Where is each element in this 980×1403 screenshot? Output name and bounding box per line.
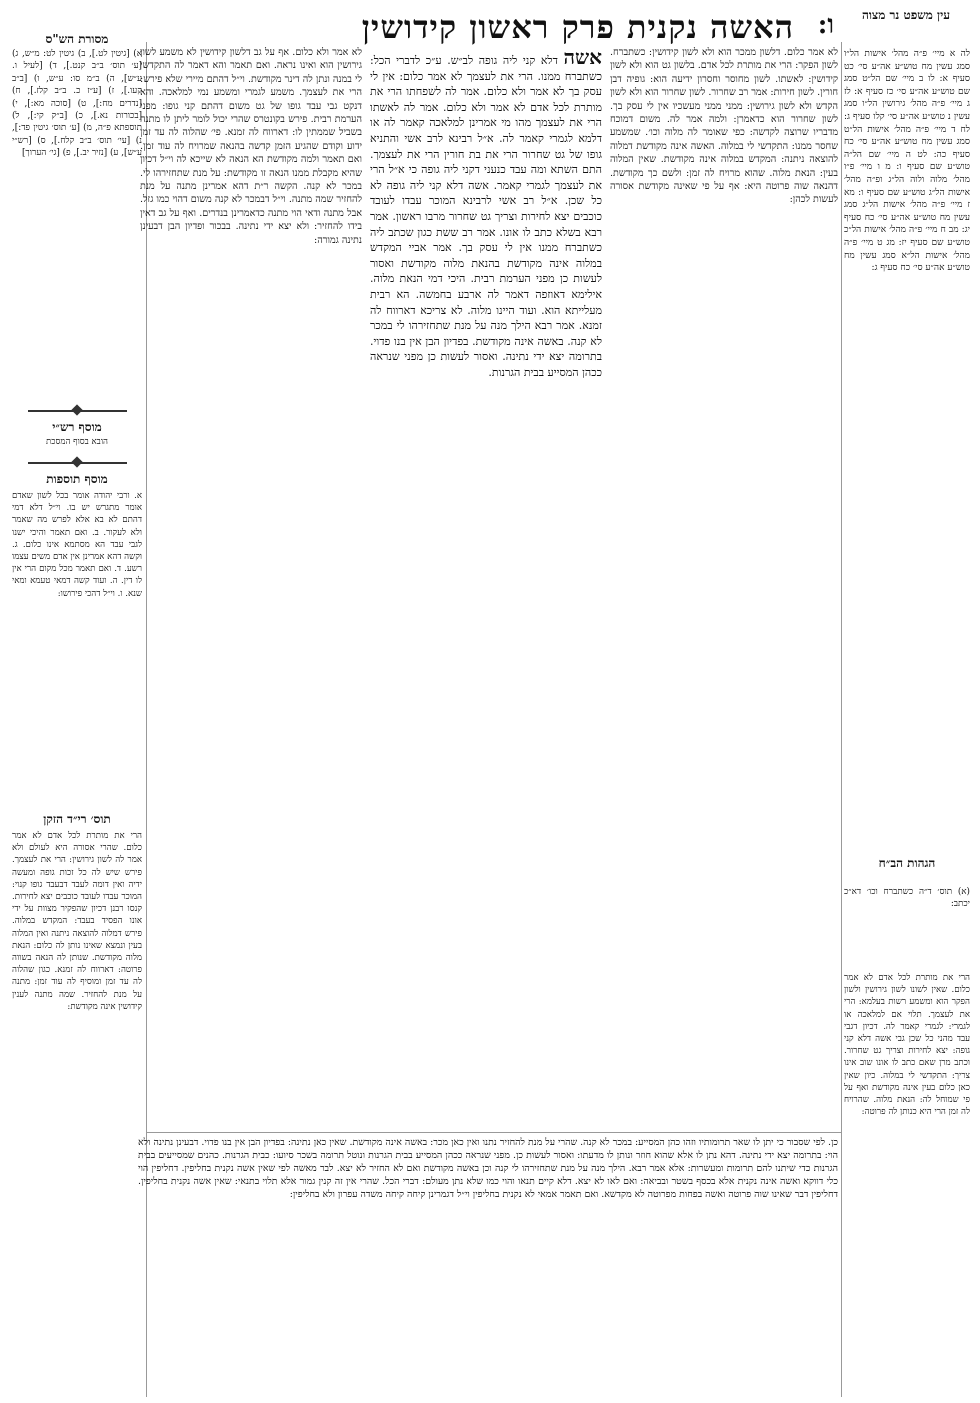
ein-mishpat-column: [844, 48, 970, 848]
talmud-page: [6, 6, 974, 1397]
gemara-column: [370, 46, 602, 674]
ornament-divider: [22, 406, 132, 416]
musaf-tosafot-title: מוסף תוספות: [46, 472, 108, 486]
musaf-rashi-title: מוסף רש״י: [52, 420, 102, 434]
rashi-column: [610, 46, 838, 1132]
rid-text: הרי את מותרת לכל אדם לא אמר כלום. שהרי אסורה היא לעולם ולא אמר לה לשון גירושין: הרי את לעצמך. פירש שיש לה כל זכות גופה ומעשה ידיה ואין דומה לעבד דבעבד גופו קנוי: המוכר עבדו לעובד כוכבים יצא לחירות. קנסו רבנן דכיון שהפקיר מצוות על ידי אונו הפסיד בעבד: המקדש במלוה. פירש דמלוה להוצאה ניתנה ואין המלוה בעין ונמצא שאינו נותן לה כלום: הנאת מלוה מקודשת. שנותן לה הנאה בשווה פרוטה: דארווח לה זמנא. כגון שהלוה לה עד זמן ומוסיף לה עוד זמן: מתנה על מנת להחזיר. שמה מתנה לענין קידושין אינה מקודשת:: [12, 831, 142, 1012]
musaf-tosafot-text: א. ורבי יהודה אומר בכל לשון שאדם אומר מתגרש יש בו. וי״ל דלא דמי דהתם לא בא אלא לפרש מה שאמר ולא לעקור. ב. ואם תאמר והיכי ישנו לגבי עבד הא מסתמא אינו כלום. ג. וקשה דהא אמרינן אין אדם משים עצמו רשע. ד. ואם תאמר מכל מקום הרי אין לו דין. ה. ועוד קשה דמאי טעמא ומאי שנא. ו. וי״ל דהכי פירושו:: [12, 491, 142, 599]
ein-mishpat-label: עין משפט נר מצוה: [861, 8, 951, 22]
gemara-text: דלא קני ליה גופה לב״ש. ע״כ לדברי הכל: כשתברח ממנו. הרי את לעצמך לא אמר כלום: אין לי עסק בך לא אמר ולא כלום. אמר לה לשפחתו הרי את מותרת לכל אדם לא אמר ולא כלום. אמר לה לאשתו הרי את לעצמך מהו מי אמרינן למלאכה קאמר לה או דלמא לגמרי קאמר לה. א״ל רבינא לרב אשי והתניא גופו של גט שחרור הרי את בת חורין הרי את לעצמך. התם השתא ומה עבד כנעני דקני ליה גופה כי א״ל הרי את לעצמך לגמרי קאמר. אשה דלא קני ליה גופה לא כל שכן. א״ל רב אשי לרבינא המוכר עבדו לעובד כוכבים יצא לחירות וצריך גט שחרור מרבו ראשון. אמר רבא בשלא כתב לו אונו. אמר רב ששת כגון שכתב ליה כשתברח ממנו אין לי עסק בך. אמר אביי המקדש במלוה אינה מקודשת בהנאת מלוה מקודשת ואסור לעשות כן מפני הערמת רבית. היכי דמי הנאת מלוה. אילימא דאוזפה דאמר לה ארבע בחמשה. הא רבית מעלייתא הוא. ועוד היינו מלוה. לא צריכא דארווח לה זמנא. אמר רבא הילך מנה על מנת שתחזירהו לי במכר לא קנה. באשה אינה מקודשת. בפדיון הבן אין בנו פדוי. בתרומה יצא ידי נתינה. ואסור לעשות כן מפני שנראה ככהן המסייע בבית הגרנות.: [370, 54, 602, 379]
ornament-divider: [22, 458, 132, 468]
ein-mishpat-text: לה א מיי׳ פ״ה מהל׳ אישות הל״ו סמג עשין מח טוש״ע אה״ע סי׳ כט סעיף א: לו ב מיי׳ שם הל״ט סמג שם טוש״ע אה״ע סי׳ כז סעיף א: לז ג מיי׳ פ״ה מהל׳ גירושין הל״ו סמג עשין נ טוש״ע אה״ע סי׳ קלו סעיף ג: לח ד מיי׳ פ״ה מהל׳ אישות הל״ט סמג עשין מח טוש״ע אה״ע סי׳ כח סעיף כה: לט ה מיי׳ שם הל״ה טוש״ע שם סעיף ו: מ ו מיי׳ פ״ו מהל׳ מלוה ולוה הל״ג ופ״ה מהל׳ אישות הל״ג טוש״ע שם סעיף ו: מא ז מיי׳ פ״ה מהל׳ אישות הל״ג סמג עשין מח טוש״ע אה״ע סי׳ כח סעיף יג: מב ח מיי׳ פ״ה מהל׳ אישות הל״כ טוש״ע שם סעיף יז: מג ט מיי׳ פ״ה מהל׳ אישות הל״א סמג עשין מח טוש״ע אה״ע סי׳ כח סעיף ג:: [844, 49, 970, 274]
column-divider: [841, 42, 842, 1397]
bottom-commentary: [138, 1136, 838, 1398]
section-divider: [146, 1132, 842, 1133]
hagahot-text: (א) תוס׳ ד״ה כשתברח וכו׳ דא״כ יכתב:: [844, 887, 970, 909]
musaf-rashi-subtitle: הובא בסוף המסכת: [46, 437, 108, 447]
mesoret-column: [12, 48, 142, 398]
rid-column: [12, 830, 142, 1403]
rid-right-text: הרי את מותרת לכל אדם לא אמר כלום. שאין לשונו לשון גירושין ולשון הפקר הוא ומשמע רשות בעלמא: הרי את לעצמך. תלוי אם למלאכה או לגמרי: לגמרי קאמר לה. דכיון דגבי עבד מהני כל שכן גבי אשה דלא קני גופה: יצא לחירות וצריך גט שחרור. וכתב מרן שאם כתב לו אונו שוב אינו צריך: התקדשי לי במלוה. כיון שאין כאן כלום בעין אינה מקודשת ואף על פי שמוחל לה: הנאת מלוה. שהרויח לה זמן הרי היא כנותן לה פרוטה:: [844, 973, 970, 1118]
gemara-opening-word: אשה: [563, 46, 602, 69]
rid-title: תוס׳ רי״ד הזקן: [43, 812, 111, 826]
musaf-tosafot-column: [12, 490, 142, 808]
hagahot-title: הגהות הב״ח: [878, 856, 936, 870]
hagahot-column: [844, 886, 970, 966]
mesoret-text: א) [גיטין לט.], ב) גיטין לט: מ״ש, ג) [ע׳ תוס׳ ב״ב קנט.], ד) [לעיל ו. ע״ש], ה) ב״מ סו: ע״ש, ו) [ב״ב קעו.], ז) [ע״ז כ. ב״ב קלז.], ח) [נדרים מח:], ט) [סוכה מא:], י) [בכורות נא.], כ) [ב״ק קי:], ל) תוספתא פ״ה, מ) [ע׳ תוס׳ גיטין פד:], נ) [עי׳ תוס׳ ב״ב קלח.], ס) [רש״י ע״ש], ע) [נזיר יב.], פ) [גי׳ הערוך]: [12, 49, 142, 159]
rashi-text: לא אמר כלום. דלשון ממכר הוא ולא לשון קידושין: כשתברח. לשון הפקר: הרי את מותרת לכל אדם. בלשון גט הוא ולא לשון קידושין: לאשתו. לשון מחוסר וחסרון ידיעה הוא: גופיה דבן חורין. לשון חירות: אמר רב שחרור. לשון שחרור הוא ולא לשון הקדש ולא לשון גירושין: ממני ממני מעשכיו אין לי עסק בך. לשון שחרור הוא כדאמרן: ולמה אמר לה. משום דמוכח מדבריו שרוצה לקדשה: כפי שאומר לה מלוה וכו׳. שמשמע שחסר ממנו: התקדשי לי במלוה. האשה אינה מקודשת דמלוה להוצאה ניתנה: המקדש במלוה אינה מקודשת. שאין המלוה בעין: הנאת מלוה. שהוא מרויח לה זמן: ולשם כך מקודשת. דהנאה שוה פרוטה היא: אף על פי שאינה מקודשת אסורה לעשות לכהן:: [610, 47, 838, 206]
page-header: [6, 6, 974, 46]
folio-number: ו:: [817, 10, 834, 40]
tosafot-text: לא אמר ולא כלום. אף על גב דלשון קידושין לא משמע לשון גירושין הוא ואינו נראה. ואם תאמר והא דאמר לה התקדשי לי במנה ונתן לה דינר מקודשת. וי״ל דהתם מיירי שלא פירש: הרי את לעצמך. משמע לגמרי ומשמע נמי למלאכה. והא דנקט גבי עבד גופו של גט משום דהתם קני גופו: מפני הערמת רבית. פירש בקונטרס שהרי יכול לומר ליתן לו מתנה בשביל שממתין לו: דארווח לה זמנא. פי׳ שהלוה לה עד זמן ידוע וקודם שהגיע הזמן קדשה בהנאה שמרויח לה עוד זמן. ואם תאמר ולמה מקודשת הא הנאה לא שייכא לה וי״ל דכיון שהיא מקבלת ממנו הנאה זו מקודשת: על מנת שתחזירהו לי. במכר לא קנה. הקשה ר״ת דהא אמרינן מתנה על מנת להחזיר שמה מתנה. וי״ל דבמכר לא קנה משום דהוי כמו גזל. אבל מתנה ודאי הוי מתנה כדאמרינן בנדרים. ואף על גב דאין בידו להחזיר: ולא יצא ידי נתינה. בבכור ופדיון הבן דבעינן נתינה גמורה:: [140, 47, 362, 246]
chapter-title: האשה נקנית פרק ראשון קידושין: [361, 8, 794, 46]
mesoret-label: מסורת הש"ס: [45, 32, 109, 46]
tosafot-column: [140, 46, 362, 1132]
rid-right-column: [844, 972, 970, 1396]
bottom-commentary-text: כן. לפי שסבור כי יתן לו שאר תרומותיו וזהו כהן המסייע: במכר לא קנה. שהרי על מנת להחזיר נתנו ואין כאן מכר: באשה אינה מקודשת. שאין כאן נתינה: בפדיון הבן אין בנו פדוי. דבעינן נתינה ולא הוי: בתרומה יצא ידי נתינה. דהא נתן לו אלא שהוא חוזר ונותן לו מדעתו: ואסור לעשות כן. מפני שנראה ככהן המסייע בבית הגרנות ונוטל תרומה בשכר סיועו: כבית הגרנות. כהנים שמסייעים בבית הגרנות כדי שיתנו להם תרומות ומעשרות: אלא אמר רבא. הילך מנה על מנת שתחזירהו לי קנה וכן באשה מקודשת ואם לא החזיר לא יצא. לבר מאשה לפי שאין אשה נקנית בחליפין. דחליפין הוי כלי דווקא ואשה אינה נקנית אלא בכסף בשטר ובביאה: ואם לאו לא יצא. דלא קיים תנאו והוי כמו שלא נתן מעולם: דברי הכל. שהרי אין זה קנין גמור אלא תלוי בתנאי: שאין אשה נקנית בחליפין. דחליפין דבר שאינו שוה פרוטה ואשה בפחות מפרוטה לא מקדשא. ואם תאמר אמאי לא נקנית בחליפין וי״ל דגמרינן קיחה קיחה משדה עפרון ולא בחליפין:: [138, 1137, 838, 1200]
